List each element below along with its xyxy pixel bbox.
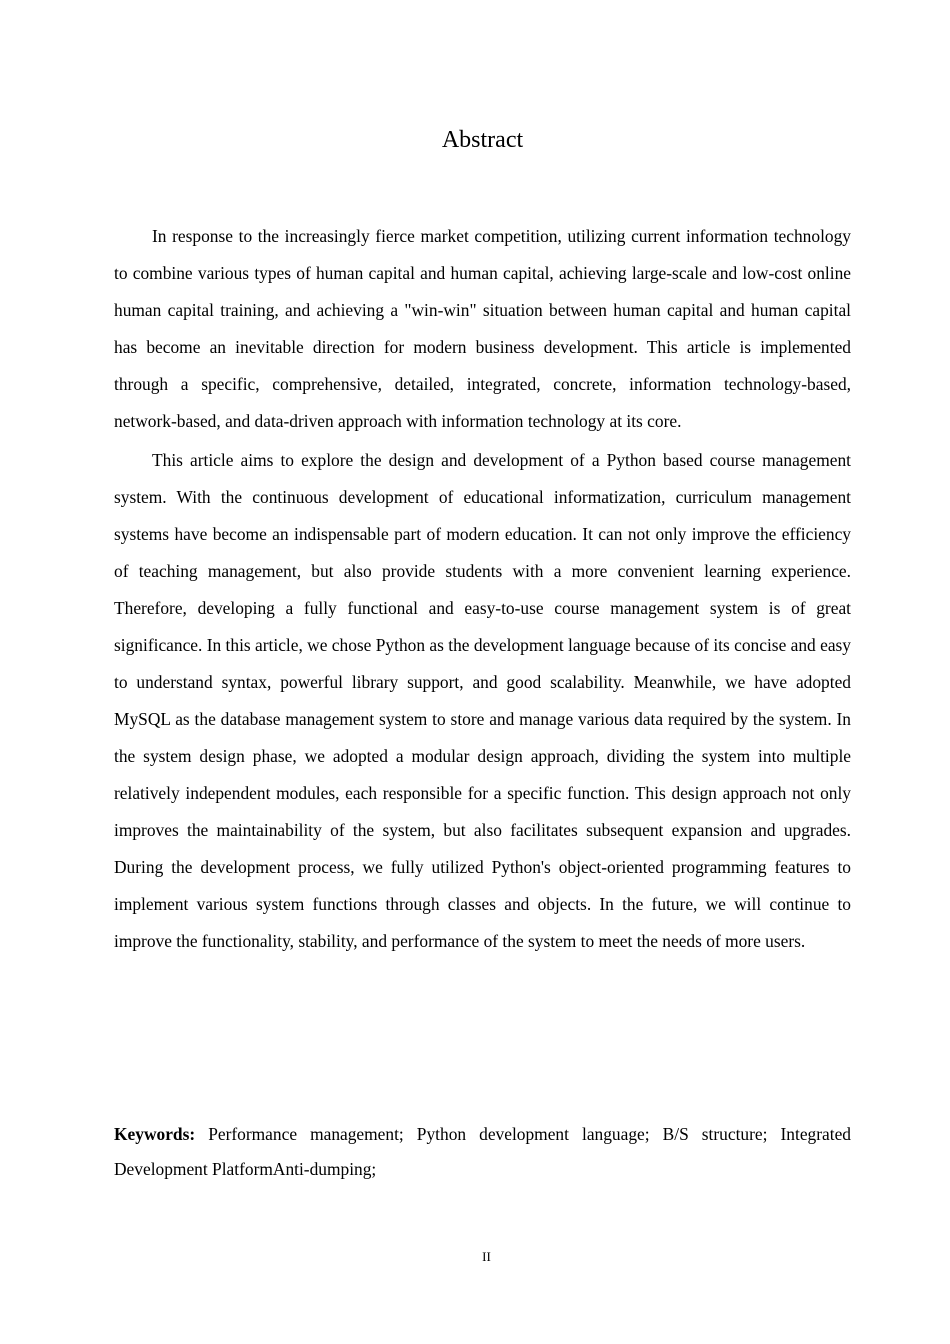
- keywords-text: Performance management; Python development language; B/S structure; Integrated Development PlatformAnti-dumping;: [114, 1124, 851, 1179]
- abstract-title: Abstract: [441, 127, 524, 153]
- abstract-body: [114, 218, 851, 960]
- abstract-paragraph-2: This article aims to explore the design and development of a Python based course management system. With the continuous development of educational informatization, curriculum management systems have become an indispensable part of modern education. It can not only improve the efficiency of teaching management, but also provide students with a more convenient learning experience. Therefore, developing a fully functional and easy-to-use course management system is of great significance. In this article, we chose Python as the development language because of its concise and easy to understand syntax, powerful library support, and good scalability. Meanwhile, we have adopted MySQL as the database management system to store and manage various data required by the system. In the system design phase, we adopted a modular design approach, dividing the system into multiple relatively independent modules, each responsible for a specific function. This design approach not only improves the maintainability of the system, but also facilitates subsequent expansion and upgrades. During the development process, we fully utilized Python's object-oriented programming features to implement various system functions through classes and objects. In the future, we will continue to improve the functionality, stability, and performance of the system to meet the needs of more users.: [114, 450, 851, 951]
- keywords-label: Keywords:: [114, 1124, 196, 1144]
- keywords-line: [114, 1117, 851, 1187]
- abstract-paragraph-1: In response to the increasingly fierce market competition, utilizing current information technology to combine various types of human capital and human capital, achieving large-scale and low-cost online human capital training, and achieving a "win-win" situation between human capital and human capital has become an inevitable direction for modern business development. This article is implemented through a specific, comprehensive, detailed, integrated, concrete, information technology-based, network-based, and data-driven approach with information technology at its core.: [114, 226, 851, 431]
- page-number: II: [482, 1249, 491, 1264]
